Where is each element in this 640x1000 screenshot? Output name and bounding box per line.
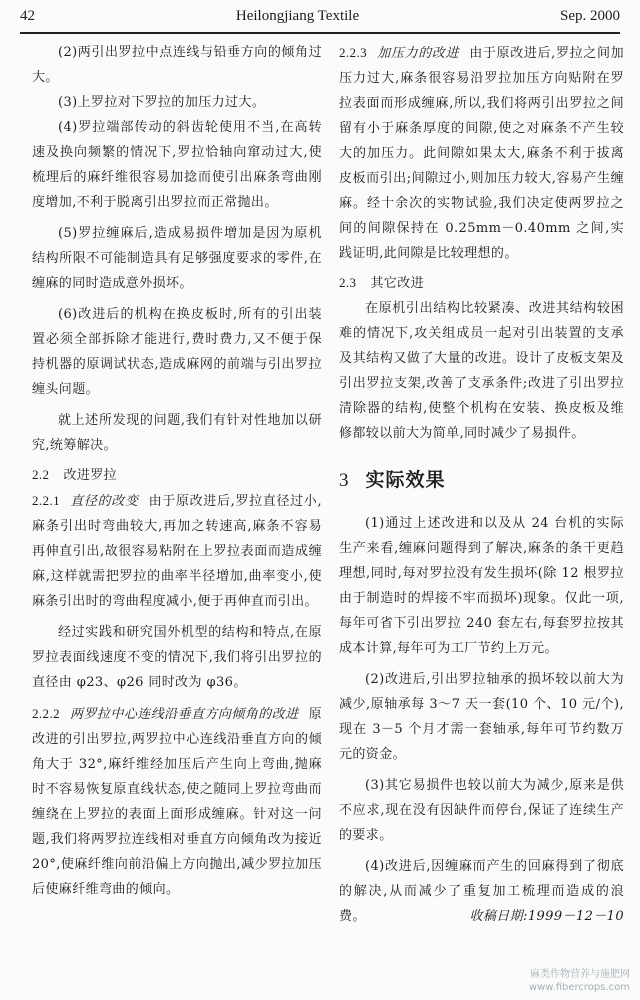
section-heading-2-3: [339, 270, 624, 296]
right-column: [339, 40, 624, 929]
received-date: 收稿日期:1999－12－10: [469, 909, 624, 924]
subsection-title: 两罗拉中心连线沿垂直方向倾角的改进: [70, 707, 299, 722]
paragraph: (3)上罗拉对下罗拉的加压力过大。: [58, 95, 266, 110]
subsection-number: 2.2.3: [339, 45, 367, 60]
section-title: 改进罗拉: [63, 468, 118, 483]
journal-name: Heilongjiang Textile: [235, 7, 360, 24]
section-number: 2.3: [339, 275, 357, 290]
subsection-title: 直径的改变: [70, 494, 139, 509]
paragraph: (2)改进后,引出罗拉轴承的损坏较以前大为减少,原轴承每 3～7 天一套(10 个、10 元/个),现在 3－5 个月才需一套轴承,每年可节约数万元的资金。: [339, 672, 624, 762]
paragraph: (5)罗拉缠麻后,造成易损件增加是因为原机结构所限不可能制造具有足够强度要求的零件,在缠麻的同时造成意外损坏。: [32, 226, 322, 291]
watermark-url: www.fibercrops.com: [528, 982, 630, 993]
subsection-text: 由于原改进后,罗拉直径过小,麻条引出时弯曲较大,再加之转速高,麻条不容易再伸直引出,故很容易粘附在上罗拉表面而造成缠麻,这样就需把罗拉的曲率半径增加,曲率变小,使麻条引出时的弯曲程度减小,便于再伸直而引出。: [32, 494, 322, 609]
paragraph: [339, 854, 624, 929]
paragraph: (4)罗拉端部传动的斜齿轮使用不当,在高转速及换向频繁的情况下,罗拉恰轴向窜动过大,使梳理后的麻纤维很容易加捻而使引出麻条弯曲刚度增加,不利于脱离引出罗拉而正常抛出。: [32, 120, 322, 210]
subsection-number: 2.2.1: [32, 493, 60, 508]
paragraph: 在原机引出结构比较紧凑、改进其结构较困难的情况下,攻关组成员一起对引出装置的支承及其结构又做了大量的改进。设计了皮板支架及引出罗拉支架,改善了支承条件;改进了引出罗拉清除器的结构,使整个机构在安装、换皮板及维修都较以前大为简单,同时减少了易损件。: [339, 301, 624, 441]
paragraph: (3)其它易损件也较以前大为减少,原来是供不应求,现在没有因缺件而停台,保证了连续生产的要求。: [339, 778, 624, 843]
subsection-number: 2.2.2: [32, 706, 60, 721]
section-heading-2-2: [32, 462, 322, 488]
section-title: 其它改进: [370, 276, 425, 291]
subsection-2-2-3: [339, 40, 624, 266]
paragraph: (2)两引出罗拉中点连线与铅垂方向的倾角过大。: [32, 45, 322, 85]
issue-date: Sep. 2000: [559, 7, 620, 24]
subsection-title: 加压力的改进: [377, 46, 460, 61]
section-title: 实际效果: [365, 469, 446, 491]
section-number: 2.2: [32, 467, 50, 482]
watermark-line: 麻类作物营养与施肥网: [530, 969, 630, 980]
paragraph: (6)改进后的机构在换皮板时,所有的引出装置必须全部拆除才能进行,费时费力,又不便于保持机器的原调试状态,造成麻网的前端与引出罗拉缠头问题。: [32, 307, 322, 397]
subsection-2-2-1: [32, 488, 322, 614]
left-column: [32, 40, 322, 902]
page-number: 42: [20, 7, 35, 24]
paragraph: (1)通过上述改进和以及从 24 台机的实际生产来看,缠麻问题得到了解决,麻条的条干更趋理想,同时,每对罗拉没有发生损坏(除 12 根罗拉由于制造时的焊接不牢而损坏)现象。仅此一项,每年可省下引出罗拉 240 套左右,每套罗拉按其成本计算,每年可为工厂节约上万元。: [339, 516, 624, 656]
section-number: 3: [339, 470, 350, 491]
paragraph: 就上述所发现的问题,我们有针对性地加以研究,统筹解决。: [32, 413, 322, 453]
subsection-2-2-2: [32, 701, 322, 902]
subsection-text: 原改进的引出罗拉,两罗拉中心连线沿垂直方向的倾角大于 32°,麻纤维经加压后产生向上弯曲,抛麻时不容易恢复原直线状态,使之随同上罗拉弯曲而缠绕在上罗拉的表面上面形成缠麻。针对这一问题,我们将两罗拉连线相对垂直方向倾角改为接近 20°,使麻纤维向前沿偏上方向抛出,减少罗拉加压后使麻纤维弯曲的倾向。: [32, 707, 322, 897]
running-header: [20, 0, 620, 32]
watermark: [529, 968, 630, 994]
paragraph: 经过实践和研究国外机型的结构和特点,在原罗拉表面线速度不变的情况下,我们将引出罗拉的直径由 φ23、φ26 同时改为 φ36。: [32, 625, 322, 690]
header-rule: [20, 32, 620, 34]
subsection-text: 由于原改进后,罗拉之间加压力过大,麻条很容易沿罗拉加压方向贴附在罗拉表面而形成缠麻,所以,我们将两引出罗拉之间留有小于麻条厚度的间隙,使之对麻条不产生较大的加压力。此间隙如果太大,麻条不利于拔离皮板而引出;间隙过小,则加压力较大,容易产生缠麻。经十余次的实物试验,我们决定使两罗拉之间的间隙保持在 0.25mm－0.40mm 之间,实践证明,此间隙是比较理想的。: [339, 46, 624, 261]
section-heading-3: [339, 468, 624, 493]
paragraph-text: (4)改进后,因缠麻而产生的回麻得到了彻底的解决,从而减少了重复加工梳理而造成的浪费。: [339, 859, 624, 924]
